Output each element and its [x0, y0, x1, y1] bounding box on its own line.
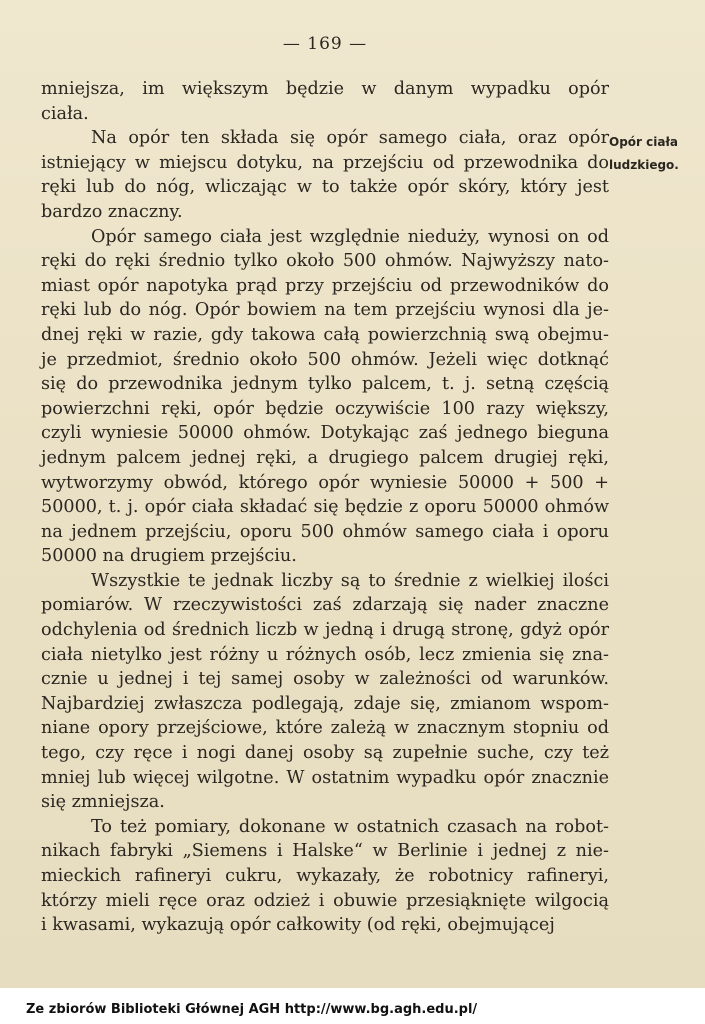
text-line: Opór samego ciała jest względnie nieduży, wynosi on od — [91, 226, 609, 247]
text-line: się zmniejsza. — [41, 792, 165, 813]
text-line: odchylenia od średnich liczb w jedną i drugą stronę, gdyż opór — [41, 620, 609, 641]
margin-note-line-1: Opór ciała — [609, 135, 679, 149]
text-line: mieckich rafineryi cukru, wykazały, że robotnicy rafineryi, — [41, 866, 609, 886]
text-line: 50000, t. j. opór ciała składać się będzie z oporu 50000 ohmów — [41, 497, 609, 518]
margin-note — [609, 131, 705, 177]
text-line: Wszystkie te jednak liczby są to średnie z wielkiej ilości — [91, 570, 609, 591]
text-line: jednym palcem jednej ręki, a drugiego palcem drugiej ręki, — [41, 447, 609, 468]
text-line: mniejsza, im większym będzie w danym wypadku opór — [41, 79, 609, 99]
text-line: i kwasami, wykazują opór całkowity (od ręki, obejmującej — [41, 915, 555, 936]
text-line: ciała nietylko jest różny u różnych osób, lecz zmienia się zna- — [41, 644, 609, 665]
text-line: wytworzymy obwód, którego opór wyniesie 50000 + 500 + — [41, 472, 609, 493]
footer-text: Ze zbiorów Biblioteki Głównej AGH http://www.bg.agh.edu.pl/ — [26, 1002, 478, 1017]
text-line: którzy mieli ręce oraz odzież i obuwie przesiąknięte wilgocią — [41, 890, 609, 911]
body-text — [41, 77, 609, 938]
text-line: mniej lub więcej wilgotne. W ostatnim wypadku opór znacznie — [41, 767, 609, 788]
text-line: nikach fabryki „Siemens i Halske“ w Berlinie i jednej z nie- — [41, 841, 609, 862]
text-line: bardzo znaczny. — [41, 201, 183, 222]
text-line: na jednem przejściu, oporu 500 ohmów samego ciała i oporu — [41, 521, 609, 542]
text-line: pomiarów. W rzeczywistości zaś zdarzają się nader znaczne — [41, 595, 609, 616]
text-line: się do przewodnika jednym tylko palcem, t. j. setną częścią — [41, 374, 609, 395]
paragraph — [41, 77, 609, 126]
paragraph — [41, 225, 609, 569]
margin-note-line-2: ludzkiego. — [609, 158, 679, 172]
text-line: miast opór napotyka prąd przy przejściu od przewodników do — [41, 275, 609, 296]
text-line: niane opory przejściowe, które zależą w znacznym stopniu od — [41, 718, 609, 739]
text-line: istniejący w miejscu dotyku, na przejściu od przewodnika do — [41, 152, 609, 173]
text-line: To też pomiary, dokonane w ostatnich czasach na robot- — [91, 816, 609, 837]
library-footer — [0, 988, 705, 1024]
text-line: Na opór ten składa się opór samego ciała, oraz opór — [91, 128, 609, 149]
text-line: powierzchni ręki, opór będzie oczywiście 100 razy większy, — [41, 398, 609, 419]
text-line: ręki lub do nóg, wliczając w to także opór skóry, który jest — [41, 177, 609, 198]
text-line: je przedmiot, średnio około 500 ohmów. Jeżeli więc dotknąć — [41, 349, 609, 370]
paragraph — [41, 569, 609, 815]
paragraph — [41, 815, 609, 938]
text-line: ręki do ręki średnio tylko około 500 ohmów. Najwyższy nato- — [41, 251, 609, 272]
text-line: dnej ręki w razie, gdy takowa całą powierzchnią swą obejmu- — [41, 324, 609, 345]
text-line: Najbardziej zwłaszcza podlegają, zdaje się, zmianom wspom- — [41, 693, 609, 714]
text-line: cznie u jednej i tej samej osoby w zależności od warunków. — [41, 669, 609, 690]
text-line: ręki lub do nóg. Opór bowiem na tem przejściu wynosi dla je- — [41, 300, 609, 321]
text-line: czyli wyniesie 50000 ohmów. Dotykając zaś jednego bieguna — [41, 423, 609, 444]
paragraph — [41, 126, 609, 224]
text-line: 50000 na drugiem przejściu. — [41, 546, 297, 567]
text-line: tego, czy ręce i nogi danej osoby są zupełnie suche, czy też — [41, 743, 609, 764]
text-line: ciała. — [41, 103, 89, 124]
page-number: — 169 — — [282, 34, 368, 54]
